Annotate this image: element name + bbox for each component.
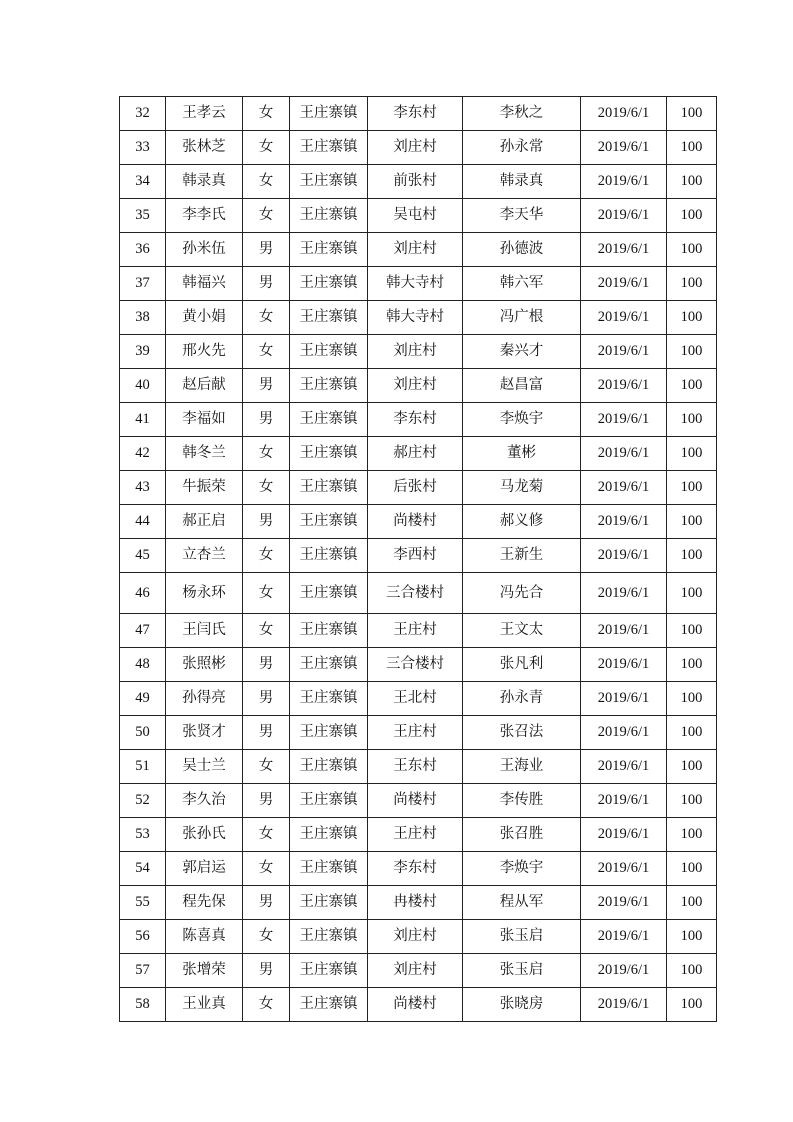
village-cell: 尚楼村 <box>368 784 463 818</box>
amount-cell: 100 <box>667 886 717 920</box>
gender-cell: 男 <box>243 886 290 920</box>
village-cell: 李西村 <box>368 539 463 573</box>
payee-cell: 韩录真 <box>463 165 581 199</box>
village-cell: 三合楼村 <box>368 648 463 682</box>
row-number: 44 <box>120 505 166 539</box>
gender-cell: 男 <box>243 233 290 267</box>
gender-cell: 女 <box>243 301 290 335</box>
payee-cell: 张玉启 <box>463 954 581 988</box>
name-cell: 李李氏 <box>166 199 243 233</box>
village-cell: 韩大寺村 <box>368 267 463 301</box>
table-row <box>120 267 717 301</box>
date-cell: 2019/6/1 <box>581 267 667 301</box>
town-cell: 王庄寨镇 <box>290 784 368 818</box>
amount-cell: 100 <box>667 573 717 614</box>
village-cell: 李东村 <box>368 403 463 437</box>
row-number: 58 <box>120 988 166 1022</box>
village-cell: 吴屯村 <box>368 199 463 233</box>
gender-cell: 男 <box>243 716 290 750</box>
town-cell: 王庄寨镇 <box>290 716 368 750</box>
date-cell: 2019/6/1 <box>581 471 667 505</box>
date-cell: 2019/6/1 <box>581 682 667 716</box>
table-row <box>120 505 717 539</box>
table-row <box>120 199 717 233</box>
table-row <box>120 233 717 267</box>
amount-cell: 100 <box>667 131 717 165</box>
town-cell: 王庄寨镇 <box>290 886 368 920</box>
table-row <box>120 614 717 648</box>
gender-cell: 女 <box>243 988 290 1022</box>
roster-table <box>119 96 717 1022</box>
date-cell: 2019/6/1 <box>581 165 667 199</box>
town-cell: 王庄寨镇 <box>290 920 368 954</box>
date-cell: 2019/6/1 <box>581 988 667 1022</box>
town-cell: 王庄寨镇 <box>290 614 368 648</box>
date-cell: 2019/6/1 <box>581 614 667 648</box>
gender-cell: 女 <box>243 471 290 505</box>
village-cell: 王庄村 <box>368 716 463 750</box>
payee-cell: 韩六军 <box>463 267 581 301</box>
payee-cell: 王海业 <box>463 750 581 784</box>
table-row <box>120 988 717 1022</box>
name-cell: 孙得亮 <box>166 682 243 716</box>
gender-cell: 男 <box>243 954 290 988</box>
name-cell: 赵后献 <box>166 369 243 403</box>
village-cell: 王庄村 <box>368 818 463 852</box>
village-cell: 王北村 <box>368 682 463 716</box>
table-row <box>120 131 717 165</box>
table-row <box>120 97 717 131</box>
amount-cell: 100 <box>667 165 717 199</box>
gender-cell: 男 <box>243 369 290 403</box>
row-number: 39 <box>120 335 166 369</box>
town-cell: 王庄寨镇 <box>290 267 368 301</box>
town-cell: 王庄寨镇 <box>290 369 368 403</box>
row-number: 56 <box>120 920 166 954</box>
name-cell: 吴士兰 <box>166 750 243 784</box>
name-cell: 韩福兴 <box>166 267 243 301</box>
amount-cell: 100 <box>667 335 717 369</box>
name-cell: 王业真 <box>166 988 243 1022</box>
row-number: 53 <box>120 818 166 852</box>
payee-cell: 孙永青 <box>463 682 581 716</box>
name-cell: 邢火先 <box>166 335 243 369</box>
row-number: 47 <box>120 614 166 648</box>
date-cell: 2019/6/1 <box>581 199 667 233</box>
gender-cell: 女 <box>243 852 290 886</box>
payee-cell: 王新生 <box>463 539 581 573</box>
gender-cell: 女 <box>243 539 290 573</box>
village-cell: 三合楼村 <box>368 573 463 614</box>
gender-cell: 女 <box>243 199 290 233</box>
town-cell: 王庄寨镇 <box>290 988 368 1022</box>
amount-cell: 100 <box>667 369 717 403</box>
gender-cell: 女 <box>243 165 290 199</box>
name-cell: 陈喜真 <box>166 920 243 954</box>
date-cell: 2019/6/1 <box>581 403 667 437</box>
gender-cell: 女 <box>243 335 290 369</box>
table-row <box>120 682 717 716</box>
date-cell: 2019/6/1 <box>581 233 667 267</box>
payee-cell: 王文太 <box>463 614 581 648</box>
table-row <box>120 437 717 471</box>
date-cell: 2019/6/1 <box>581 750 667 784</box>
payee-cell: 张召法 <box>463 716 581 750</box>
town-cell: 王庄寨镇 <box>290 437 368 471</box>
row-number: 42 <box>120 437 166 471</box>
town-cell: 王庄寨镇 <box>290 539 368 573</box>
table-row <box>120 750 717 784</box>
date-cell: 2019/6/1 <box>581 852 667 886</box>
village-cell: 冉楼村 <box>368 886 463 920</box>
village-cell: 刘庄村 <box>368 369 463 403</box>
town-cell: 王庄寨镇 <box>290 403 368 437</box>
date-cell: 2019/6/1 <box>581 920 667 954</box>
amount-cell: 100 <box>667 784 717 818</box>
roster-body <box>120 97 717 1022</box>
amount-cell: 100 <box>667 614 717 648</box>
date-cell: 2019/6/1 <box>581 437 667 471</box>
table-row <box>120 954 717 988</box>
village-cell: 刘庄村 <box>368 233 463 267</box>
row-number: 43 <box>120 471 166 505</box>
name-cell: 王闫氏 <box>166 614 243 648</box>
table-row <box>120 648 717 682</box>
gender-cell: 男 <box>243 403 290 437</box>
date-cell: 2019/6/1 <box>581 954 667 988</box>
name-cell: 黄小娟 <box>166 301 243 335</box>
row-number: 35 <box>120 199 166 233</box>
village-cell: 刘庄村 <box>368 920 463 954</box>
table-row <box>120 920 717 954</box>
row-number: 33 <box>120 131 166 165</box>
payee-cell: 张召胜 <box>463 818 581 852</box>
payee-cell: 张晓房 <box>463 988 581 1022</box>
name-cell: 张孙氏 <box>166 818 243 852</box>
gender-cell: 男 <box>243 784 290 818</box>
row-number: 55 <box>120 886 166 920</box>
date-cell: 2019/6/1 <box>581 886 667 920</box>
payee-cell: 孙德波 <box>463 233 581 267</box>
village-cell: 前张村 <box>368 165 463 199</box>
amount-cell: 100 <box>667 988 717 1022</box>
gender-cell: 女 <box>243 750 290 784</box>
row-number: 34 <box>120 165 166 199</box>
gender-cell: 女 <box>243 614 290 648</box>
town-cell: 王庄寨镇 <box>290 471 368 505</box>
amount-cell: 100 <box>667 539 717 573</box>
payee-cell: 孙永常 <box>463 131 581 165</box>
town-cell: 王庄寨镇 <box>290 505 368 539</box>
village-cell: 郝庄村 <box>368 437 463 471</box>
gender-cell: 女 <box>243 920 290 954</box>
town-cell: 王庄寨镇 <box>290 301 368 335</box>
row-number: 32 <box>120 97 166 131</box>
payee-cell: 张玉启 <box>463 920 581 954</box>
town-cell: 王庄寨镇 <box>290 97 368 131</box>
town-cell: 王庄寨镇 <box>290 335 368 369</box>
name-cell: 张照彬 <box>166 648 243 682</box>
amount-cell: 100 <box>667 437 717 471</box>
name-cell: 张林芝 <box>166 131 243 165</box>
date-cell: 2019/6/1 <box>581 716 667 750</box>
row-number: 41 <box>120 403 166 437</box>
table-row <box>120 539 717 573</box>
gender-cell: 男 <box>243 267 290 301</box>
payee-cell: 郝义修 <box>463 505 581 539</box>
amount-cell: 100 <box>667 920 717 954</box>
table-row <box>120 784 717 818</box>
village-cell: 刘庄村 <box>368 131 463 165</box>
town-cell: 王庄寨镇 <box>290 818 368 852</box>
village-cell: 李东村 <box>368 97 463 131</box>
name-cell: 郭启运 <box>166 852 243 886</box>
name-cell: 韩录真 <box>166 165 243 199</box>
row-number: 40 <box>120 369 166 403</box>
amount-cell: 100 <box>667 750 717 784</box>
village-cell: 王庄村 <box>368 614 463 648</box>
name-cell: 牛振荣 <box>166 471 243 505</box>
town-cell: 王庄寨镇 <box>290 165 368 199</box>
row-number: 54 <box>120 852 166 886</box>
date-cell: 2019/6/1 <box>581 648 667 682</box>
gender-cell: 男 <box>243 682 290 716</box>
amount-cell: 100 <box>667 818 717 852</box>
name-cell: 立杏兰 <box>166 539 243 573</box>
table-row <box>120 369 717 403</box>
name-cell: 韩冬兰 <box>166 437 243 471</box>
payee-cell: 张凡利 <box>463 648 581 682</box>
date-cell: 2019/6/1 <box>581 369 667 403</box>
town-cell: 王庄寨镇 <box>290 199 368 233</box>
row-number: 36 <box>120 233 166 267</box>
village-cell: 刘庄村 <box>368 335 463 369</box>
table-row <box>120 852 717 886</box>
table-row <box>120 403 717 437</box>
town-cell: 王庄寨镇 <box>290 852 368 886</box>
village-cell: 刘庄村 <box>368 954 463 988</box>
table-row <box>120 301 717 335</box>
amount-cell: 100 <box>667 648 717 682</box>
payee-cell: 董彬 <box>463 437 581 471</box>
name-cell: 李久治 <box>166 784 243 818</box>
amount-cell: 100 <box>667 301 717 335</box>
amount-cell: 100 <box>667 954 717 988</box>
name-cell: 孙米伍 <box>166 233 243 267</box>
payee-cell: 李焕宇 <box>463 403 581 437</box>
table-row <box>120 716 717 750</box>
name-cell: 张增荣 <box>166 954 243 988</box>
table-row <box>120 471 717 505</box>
gender-cell: 女 <box>243 573 290 614</box>
payee-cell: 程从军 <box>463 886 581 920</box>
village-cell: 李东村 <box>368 852 463 886</box>
row-number: 46 <box>120 573 166 614</box>
date-cell: 2019/6/1 <box>581 539 667 573</box>
village-cell: 韩大寺村 <box>368 301 463 335</box>
name-cell: 杨永环 <box>166 573 243 614</box>
gender-cell: 男 <box>243 648 290 682</box>
payee-cell: 冯广根 <box>463 301 581 335</box>
table-row <box>120 165 717 199</box>
town-cell: 王庄寨镇 <box>290 750 368 784</box>
payee-cell: 冯先合 <box>463 573 581 614</box>
amount-cell: 100 <box>667 97 717 131</box>
town-cell: 王庄寨镇 <box>290 954 368 988</box>
town-cell: 王庄寨镇 <box>290 682 368 716</box>
name-cell: 李福如 <box>166 403 243 437</box>
payee-cell: 秦兴才 <box>463 335 581 369</box>
row-number: 37 <box>120 267 166 301</box>
town-cell: 王庄寨镇 <box>290 648 368 682</box>
row-number: 50 <box>120 716 166 750</box>
payee-cell: 李天华 <box>463 199 581 233</box>
row-number: 38 <box>120 301 166 335</box>
town-cell: 王庄寨镇 <box>290 131 368 165</box>
amount-cell: 100 <box>667 233 717 267</box>
village-cell: 王东村 <box>368 750 463 784</box>
table-row <box>120 573 717 614</box>
date-cell: 2019/6/1 <box>581 301 667 335</box>
name-cell: 王孝云 <box>166 97 243 131</box>
date-cell: 2019/6/1 <box>581 505 667 539</box>
gender-cell: 女 <box>243 131 290 165</box>
amount-cell: 100 <box>667 403 717 437</box>
village-cell: 后张村 <box>368 471 463 505</box>
town-cell: 王庄寨镇 <box>290 233 368 267</box>
amount-cell: 100 <box>667 852 717 886</box>
date-cell: 2019/6/1 <box>581 131 667 165</box>
payee-cell: 李传胜 <box>463 784 581 818</box>
row-number: 49 <box>120 682 166 716</box>
gender-cell: 女 <box>243 97 290 131</box>
amount-cell: 100 <box>667 199 717 233</box>
date-cell: 2019/6/1 <box>581 818 667 852</box>
payee-cell: 马龙菊 <box>463 471 581 505</box>
table-row <box>120 886 717 920</box>
date-cell: 2019/6/1 <box>581 573 667 614</box>
amount-cell: 100 <box>667 716 717 750</box>
village-cell: 尚楼村 <box>368 505 463 539</box>
row-number: 48 <box>120 648 166 682</box>
row-number: 45 <box>120 539 166 573</box>
row-number: 52 <box>120 784 166 818</box>
town-cell: 王庄寨镇 <box>290 573 368 614</box>
amount-cell: 100 <box>667 471 717 505</box>
date-cell: 2019/6/1 <box>581 335 667 369</box>
amount-cell: 100 <box>667 505 717 539</box>
table-row <box>120 335 717 369</box>
gender-cell: 女 <box>243 437 290 471</box>
date-cell: 2019/6/1 <box>581 784 667 818</box>
village-cell: 尚楼村 <box>368 988 463 1022</box>
row-number: 51 <box>120 750 166 784</box>
amount-cell: 100 <box>667 682 717 716</box>
gender-cell: 男 <box>243 505 290 539</box>
name-cell: 郝正启 <box>166 505 243 539</box>
payee-cell: 李秋之 <box>463 97 581 131</box>
table-row <box>120 818 717 852</box>
gender-cell: 女 <box>243 818 290 852</box>
row-number: 57 <box>120 954 166 988</box>
date-cell: 2019/6/1 <box>581 97 667 131</box>
amount-cell: 100 <box>667 267 717 301</box>
name-cell: 程先保 <box>166 886 243 920</box>
name-cell: 张贤才 <box>166 716 243 750</box>
payee-cell: 赵昌富 <box>463 369 581 403</box>
payee-cell: 李焕宇 <box>463 852 581 886</box>
